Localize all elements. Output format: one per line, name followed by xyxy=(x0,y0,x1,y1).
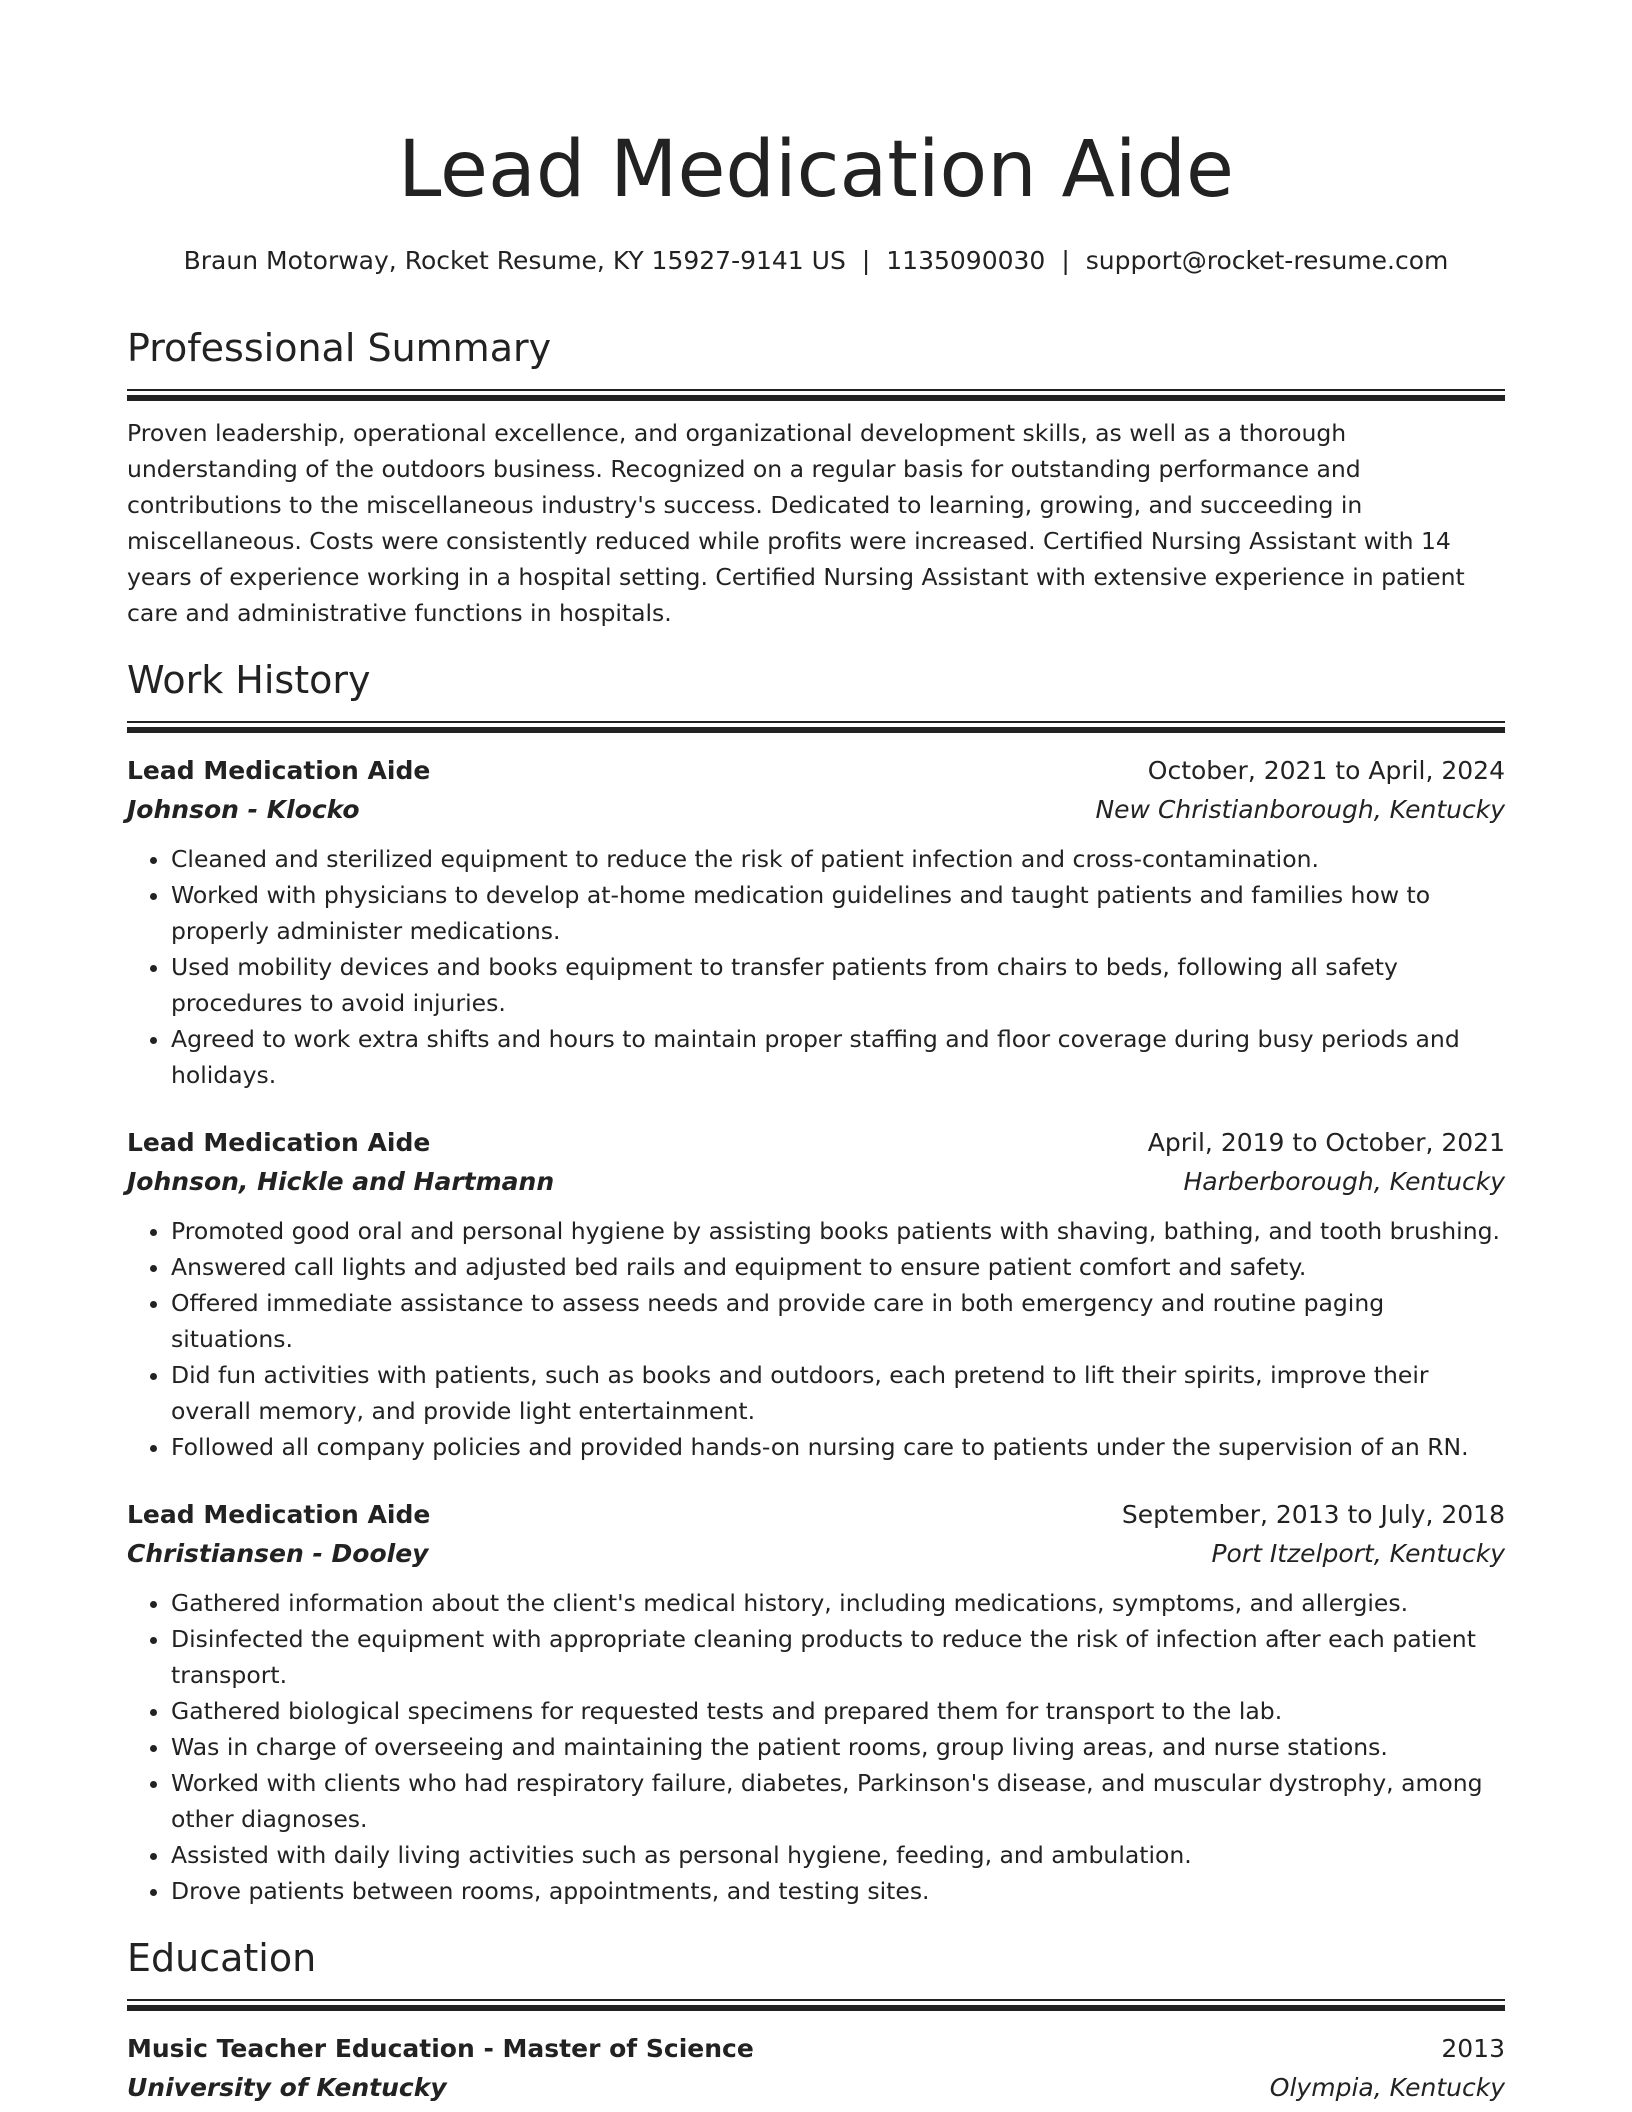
candidate-name: Lead Medication Aide xyxy=(397,125,1235,215)
contact-phone: 1135090030 xyxy=(886,246,1046,275)
job-subheader-row xyxy=(127,1535,1505,1573)
job-entry xyxy=(127,1495,1505,1909)
education-entry xyxy=(127,2029,1505,2107)
education-subheader-row xyxy=(127,2069,1505,2107)
job-bullet: • Worked with physicians to develop at-home medication guidelines and taught patients and families how to properly administer medications. xyxy=(171,877,1505,949)
section-divider xyxy=(127,1999,1505,2011)
job-bullet: • Promoted good oral and personal hygiene by assisting books patients with shaving, bathing, and tooth brushing. xyxy=(171,1213,1505,1249)
section-title-work-history: Work History xyxy=(127,658,371,702)
education-degree: Music Teacher Education - Master of Science xyxy=(127,2034,754,2063)
job-bullet: • Followed all company policies and provided hands-on nursing care to patients under the supervision of an RN. xyxy=(171,1429,1505,1465)
job-bullets xyxy=(127,841,1505,1093)
section-title-summary: Professional Summary xyxy=(127,326,552,370)
job-bullet: • Used mobility devices and books equipment to transfer patients from chairs to beds, following all safety procedures to avoid injuries. xyxy=(171,949,1505,1021)
job-title: Lead Medication Aide xyxy=(127,756,431,785)
job-bullet: • Gathered information about the client's medical history, including medications, symptoms, and allergies. xyxy=(171,1585,1505,1621)
job-bullet: • Agreed to work extra shifts and hours to maintain proper staffing and floor coverage during busy periods and holidays. xyxy=(171,1021,1505,1093)
job-location: Harberborough, Kentucky xyxy=(1183,1167,1505,1196)
job-header-row xyxy=(127,1495,1505,1535)
job-title: Lead Medication Aide xyxy=(127,1500,431,1529)
section-divider xyxy=(127,389,1505,401)
section-divider xyxy=(127,721,1505,733)
job-company: Johnson - Klocko xyxy=(127,795,360,824)
education-header-row xyxy=(127,2029,1505,2069)
job-dates: October, 2021 to April, 2024 xyxy=(1147,756,1505,785)
section-title-education: Education xyxy=(127,1936,317,1980)
job-bullet: • Cleaned and sterilized equipment to reduce the risk of patient infection and cross-contamination. xyxy=(171,841,1505,877)
job-subheader-row xyxy=(127,791,1505,829)
job-company: Christiansen - Dooley xyxy=(127,1539,429,1568)
job-header-row xyxy=(127,751,1505,791)
contact-email: support@rocket-resume.com xyxy=(1085,246,1449,275)
education-year: 2013 xyxy=(1441,2034,1505,2063)
job-header-row xyxy=(127,1123,1505,1163)
education-location: Olympia, Kentucky xyxy=(1269,2073,1505,2102)
job-bullet: • Was in charge of overseeing and maintaining the patient rooms, group living areas, and nurse stations. xyxy=(171,1729,1505,1765)
job-entry xyxy=(127,751,1505,1093)
job-bullet: • Gathered biological specimens for requested tests and prepared them for transport to the lab. xyxy=(171,1693,1505,1729)
job-bullet: • Answered call lights and adjusted bed rails and equipment to ensure patient comfort and safety. xyxy=(171,1249,1505,1285)
job-bullets xyxy=(127,1213,1505,1465)
job-bullet: • Did fun activities with patients, such as books and outdoors, each pretend to lift their spirits, improve their overall memory, and provide light entertainment. xyxy=(171,1357,1505,1429)
contact-line xyxy=(127,244,1505,278)
job-subheader-row xyxy=(127,1163,1505,1201)
job-location: New Christianborough, Kentucky xyxy=(1095,795,1505,824)
contact-separator: | xyxy=(861,246,871,275)
job-bullet: • Disinfected the equipment with appropriate cleaning products to reduce the risk of infection after each patient transport. xyxy=(171,1621,1505,1693)
job-dates: September, 2013 to July, 2018 xyxy=(1121,1500,1505,1529)
work-history-section xyxy=(127,655,1505,1909)
job-entry xyxy=(127,1123,1505,1465)
job-dates: April, 2019 to October, 2021 xyxy=(1147,1128,1505,1157)
job-company: Johnson, Hickle and Hartmann xyxy=(127,1167,555,1196)
summary-section xyxy=(127,323,1505,631)
contact-separator: | xyxy=(1061,246,1070,275)
summary-text: Proven leadership, operational excellence, and organizational development skills, as well as a thorough understanding of the outdoors business. Recognized on a regular basis for outstanding performance and contributions to the miscellaneous industry's success. Dedicated to learning, growing, and succeeding in miscellaneous. Costs were consistently reduced while profits were increased. Certified Nursing Assistant with 14 years of experience working in a hospital setting. Certified Nursing Assistant with extensive experience in patient care and administrative functions in hospitals. xyxy=(127,419,1465,627)
job-bullet: • Worked with clients who had respiratory failure, diabetes, Parkinson's disease, and muscular dystrophy, among other diagnoses. xyxy=(171,1765,1505,1837)
education-school: University of Kentucky xyxy=(127,2073,447,2102)
job-location: Port Itzelport, Kentucky xyxy=(1211,1539,1505,1568)
contact-address: Braun Motorway, Rocket Resume, KY 15927-9141 US xyxy=(183,246,846,275)
education-section xyxy=(127,1933,1505,2107)
job-bullet: • Offered immediate assistance to assess needs and provide care in both emergency and routine paging situations. xyxy=(171,1285,1505,1357)
job-bullet: • Assisted with daily living activities such as personal hygiene, feeding, and ambulation. xyxy=(171,1837,1505,1873)
job-title: Lead Medication Aide xyxy=(127,1128,431,1157)
job-bullet: • Drove patients between rooms, appointments, and testing sites. xyxy=(171,1873,1505,1909)
job-bullets xyxy=(127,1585,1505,1909)
